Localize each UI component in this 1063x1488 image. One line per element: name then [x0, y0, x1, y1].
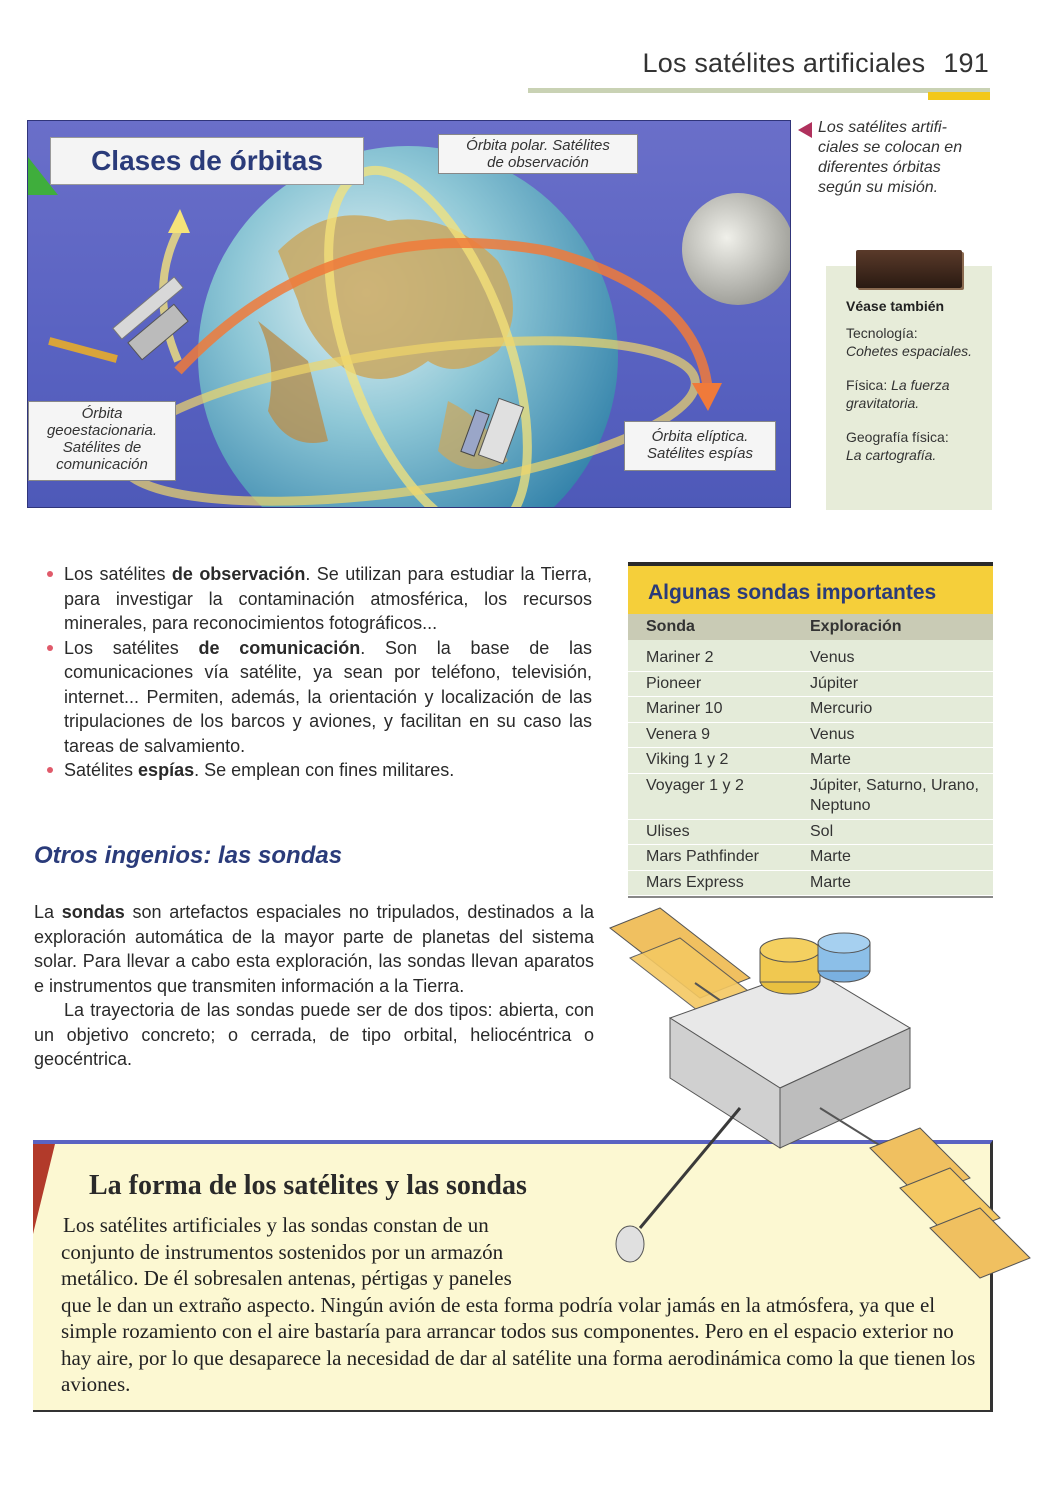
table-row — [628, 748, 993, 774]
cell-sonda: Viking 1 y 2 — [646, 751, 729, 768]
bullet-text-bold: espías — [138, 760, 195, 780]
figure-title: Clases de órbitas — [91, 145, 323, 176]
table-row — [628, 845, 993, 871]
table-header-row — [628, 614, 993, 640]
label-eliptica-line2: Satélites espías — [647, 445, 753, 462]
bullet-icon — [47, 767, 53, 773]
label-eliptica-line1: Órbita elíptica. — [651, 428, 749, 445]
bullet-text-pre: Los satélites — [64, 564, 172, 584]
cell-exploracion: Venus — [810, 649, 855, 666]
p1-bold: sondas — [61, 902, 125, 922]
label-elliptical-orbit — [624, 421, 776, 471]
cell-exploracion: Júpiter, Saturno, Urano, Neptuno — [810, 776, 979, 814]
cell-sonda: Venera 9 — [646, 725, 711, 743]
section-title: Los satélites artificiales — [642, 48, 926, 78]
bullet-icon — [47, 571, 53, 577]
box-line1: Los satélites artificiales y las sondas constan de un — [63, 1213, 489, 1237]
see-also-item2-label: Física: — [846, 377, 888, 393]
table-body — [628, 640, 993, 898]
cell-exploracion: Sol — [810, 822, 834, 840]
see-also-item-3 — [846, 428, 986, 464]
label-polar-line1: Órbita polar. Satélites — [466, 137, 610, 154]
list-item — [44, 636, 592, 759]
cell-exploracion: Marte — [810, 848, 851, 865]
caption-line3: diferentes órbitas — [818, 159, 941, 176]
cell-sonda: Mariner 10 — [646, 700, 723, 717]
cell-sonda: Mars Express — [646, 873, 744, 891]
box-title: La forma de los satélites y las sondas — [89, 1170, 527, 1201]
see-also-title: Véase también — [846, 298, 945, 314]
cell-exploracion: Marte — [810, 751, 851, 768]
see-also-item1-label: Tecnología: — [846, 325, 918, 341]
cell-sonda: Mariner 2 — [646, 649, 714, 666]
column-header-exploracion: Exploración — [810, 618, 902, 635]
section-heading: Otros ingenios: las sondas — [34, 842, 343, 869]
cell-exploracion: Venus — [810, 725, 855, 743]
box-line3: metálico. De él sobresalen antenas, pértigas y paneles — [61, 1266, 512, 1290]
see-also-item2-link[interactable]: La fuerza gravitatoria. — [846, 377, 950, 411]
p1-pre: La — [34, 902, 62, 922]
table-row — [628, 646, 993, 672]
book-icon — [856, 250, 962, 288]
column-header-sonda: Sonda — [646, 618, 695, 635]
satellite-types-list — [44, 562, 592, 783]
cell-sonda: Ulises — [646, 822, 690, 840]
figure-title-box — [50, 137, 364, 185]
moon-icon — [682, 193, 791, 305]
label-geo-line1: Órbita — [81, 405, 123, 422]
see-also-item-2 — [846, 376, 986, 412]
paragraph-1 — [34, 900, 594, 998]
geostationary-satellite-icon — [48, 277, 188, 363]
cell-exploracion: Marte — [810, 873, 851, 891]
bullet-text-pre: Satélites — [64, 760, 139, 780]
cell-sonda: Mars Pathfinder — [646, 848, 759, 865]
table-row — [628, 723, 993, 749]
label-geo-line2: geoestacionaria. — [46, 422, 158, 439]
box-corner-marker — [33, 1144, 55, 1234]
table-row — [628, 820, 993, 846]
label-geostationary-orbit — [28, 401, 176, 481]
bullet-text-bold: de comunicación — [198, 637, 361, 658]
caption-line4: según su misión. — [818, 179, 939, 196]
table-row — [628, 697, 993, 723]
table-row — [628, 672, 993, 698]
antenna-dish-icon — [616, 1226, 644, 1262]
section-body — [34, 900, 594, 1072]
see-also-item3-label: Geografía física: — [846, 429, 949, 445]
running-head — [643, 48, 989, 79]
cell-sonda: Voyager 1 y 2 — [646, 776, 744, 794]
probes-table — [628, 562, 993, 898]
table-title: Algunas sondas importantes — [628, 566, 993, 614]
figure-caption — [818, 118, 994, 198]
bullet-text-post: . Se emplean con fines militares. — [194, 760, 455, 780]
list-item — [44, 562, 592, 636]
bullet-text-bold: de observación — [171, 564, 306, 584]
caption-line1: Los satélites artifi- — [818, 119, 947, 136]
bullet-text-post: . Son la base de las comunicaciones vía satélite, ya sean por teléfono, televisión, internet... Permiten, además, la orientación y localización de las tripulaciones de los barcos y aviones, y facilitan en su caso las tareas de salvamiento. — [64, 637, 593, 756]
see-also-body — [846, 324, 986, 480]
space-probe-illustration — [600, 888, 1060, 1308]
cell-sonda: Pioneer — [646, 674, 702, 692]
bullet-text-pre: Los satélites — [64, 637, 199, 658]
see-also-item-1 — [846, 324, 986, 360]
cell-exploracion: Júpiter — [810, 674, 859, 692]
cell-exploracion: Mercurio — [810, 700, 873, 717]
boom-icon — [640, 1108, 740, 1228]
header-rule — [528, 88, 990, 93]
label-geo-line4: comunicación — [56, 456, 148, 473]
lower-solar-panel-icon — [820, 1108, 1030, 1278]
see-also-item3-link[interactable]: La cartografía. — [846, 447, 937, 463]
orbit-figure — [27, 120, 791, 508]
box-line2: conjunto de instrumentos sostenidos por un armazón — [61, 1239, 504, 1264]
table-row — [628, 774, 993, 820]
header-tab — [928, 92, 990, 100]
see-also-item1-link[interactable]: Cohetes espaciales. — [846, 343, 973, 359]
label-geo-line3: Satélites de — [62, 439, 142, 456]
label-polar-orbit — [438, 134, 638, 174]
caption-pointer-icon — [798, 122, 812, 138]
see-also-box — [826, 266, 992, 510]
bullet-text-post: . Se utilizan para estudiar la Tierra, para investigar la contaminación atmosférica, los recursos minerales, para reconocimientos fotográficos... — [64, 564, 592, 633]
paragraph-2: La trayectoria de las sondas puede ser de dos tipos: abierta, con un objetivo concreto; o cerrada, de tipo orbital, heliocéntrica o geocéntrica. — [34, 1000, 594, 1069]
p1-post: son artefactos espaciales no tripulados, destinados a la exploración automática de la mayor parte de planetas del sistema solar. Para llevar a cabo esta exploración, las sondas llevan aparatos e instrumentos que transmiten información a la Tierra. — [34, 902, 594, 996]
label-polar-line2: de observación — [487, 154, 589, 171]
page-number: 191 — [943, 48, 989, 78]
bullet-icon — [47, 645, 53, 651]
list-item — [44, 758, 592, 783]
caption-line2: ciales se colocan en — [818, 139, 963, 156]
box-rest: que le dan un extraño aspecto. Ningún avión de esta forma podría volar jamás en la atmósfera, ya que el simple rozamiento con el aire bastaría para arrancar todos sus componentes. Pero en el espacio exterior no hay aire, por lo que desaparece la necesidad de dar al satélite una forma aerodinámica como la que tienen los aviones. — [61, 1292, 976, 1396]
